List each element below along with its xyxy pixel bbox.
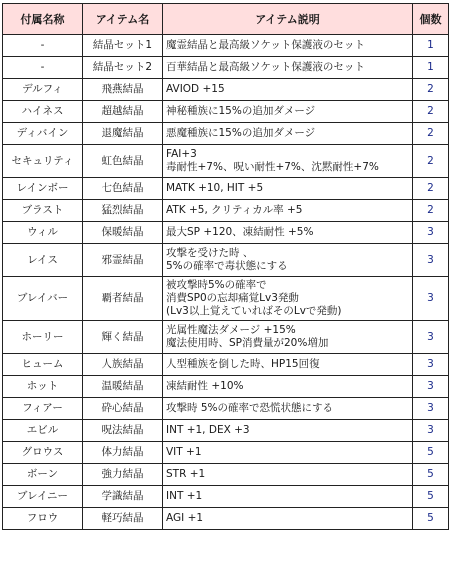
cell-suffix: デルフィ	[3, 79, 83, 101]
cell-item-description	[163, 508, 413, 530]
description-line: INT +1, DEX +3	[166, 424, 250, 436]
cell-item-name: 結晶セット1	[83, 35, 163, 57]
cell-suffix: ブレイニー	[3, 486, 83, 508]
cell-count: 2	[413, 200, 449, 222]
cell-item-description	[163, 123, 413, 145]
table-row	[3, 145, 449, 178]
cell-item-description	[163, 277, 413, 321]
cell-item-name: 猛烈結晶	[83, 200, 163, 222]
cell-item-name: 軽巧結晶	[83, 508, 163, 530]
cell-count: 3	[413, 244, 449, 277]
description-line: 光属性魔法ダメージ +15%	[166, 324, 296, 336]
cell-count: 3	[413, 376, 449, 398]
cell-count: 5	[413, 442, 449, 464]
description-line: 最大SP +120、凍結耐性 +5%	[166, 226, 314, 238]
cell-item-name: 虹色結晶	[83, 145, 163, 178]
description-line: 攻撃時 5%の確率で恐慌状態にする	[166, 402, 333, 414]
description-line: MATK +10, HIT +5	[166, 182, 264, 194]
description-line: 攻撃を受けた時 、	[166, 247, 254, 259]
cell-suffix: ホット	[3, 376, 83, 398]
cell-suffix: ブレイバー	[3, 277, 83, 321]
cell-item-description	[163, 321, 413, 354]
cell-item-name: 飛燕結晶	[83, 79, 163, 101]
cell-item-description	[163, 398, 413, 420]
description-line: STR +1	[166, 468, 206, 480]
cell-count: 3	[413, 354, 449, 376]
cell-suffix: ディバイン	[3, 123, 83, 145]
cell-suffix: グロウス	[3, 442, 83, 464]
table-row	[3, 57, 449, 79]
cell-item-description	[163, 57, 413, 79]
table-row	[3, 321, 449, 354]
cell-item-name: 呪法結晶	[83, 420, 163, 442]
cell-item-description	[163, 101, 413, 123]
cell-item-name: 温暖結晶	[83, 376, 163, 398]
cell-suffix: ホーリー	[3, 321, 83, 354]
description-line: 悪魔種族に15%の追加ダメージ	[166, 127, 316, 139]
cell-item-name: 七色結晶	[83, 178, 163, 200]
cell-item-name: 学識結晶	[83, 486, 163, 508]
cell-count: 3	[413, 321, 449, 354]
description-line: 被攻撃時5%の確率で	[166, 279, 267, 291]
table-row	[3, 442, 449, 464]
description-line: 凍結耐性 +10%	[166, 380, 244, 392]
cell-count: 2	[413, 101, 449, 123]
table-row	[3, 35, 449, 57]
description-line: AGI +1	[166, 512, 204, 524]
cell-suffix: セキュリティ	[3, 145, 83, 178]
cell-item-name: 退魔結晶	[83, 123, 163, 145]
header-suffix: 付属名称	[3, 4, 83, 35]
table-row	[3, 277, 449, 321]
cell-item-description	[163, 442, 413, 464]
cell-item-description	[163, 464, 413, 486]
description-line: (Lv3以上覚えていればそのLvで発動)	[166, 305, 342, 317]
description-line: 神秘種族に15%の追加ダメージ	[166, 105, 316, 117]
cell-item-description	[163, 486, 413, 508]
cell-count: 3	[413, 222, 449, 244]
cell-count: 1	[413, 35, 449, 57]
cell-suffix: -	[3, 35, 83, 57]
table-body	[3, 35, 449, 530]
cell-item-name: 保暖結晶	[83, 222, 163, 244]
cell-item-name: 砕心結晶	[83, 398, 163, 420]
cell-item-name: 体力結晶	[83, 442, 163, 464]
header-item-name: アイテム名	[83, 4, 163, 35]
cell-count: 2	[413, 79, 449, 101]
cell-item-name: 邪霊結晶	[83, 244, 163, 277]
table-row	[3, 464, 449, 486]
item-table-container	[2, 3, 449, 530]
cell-count: 5	[413, 508, 449, 530]
table-row	[3, 420, 449, 442]
cell-item-name: 輝く結晶	[83, 321, 163, 354]
cell-item-description	[163, 420, 413, 442]
cell-suffix: ウィル	[3, 222, 83, 244]
cell-item-description	[163, 354, 413, 376]
cell-suffix: -	[3, 57, 83, 79]
cell-suffix: ブラスト	[3, 200, 83, 222]
table-row	[3, 354, 449, 376]
cell-item-name: 覇者結晶	[83, 277, 163, 321]
cell-count: 5	[413, 486, 449, 508]
cell-count: 2	[413, 178, 449, 200]
table-row	[3, 222, 449, 244]
cell-item-name: 強力結晶	[83, 464, 163, 486]
cell-count: 5	[413, 464, 449, 486]
table-header-row	[3, 4, 449, 35]
description-line: 人型種族を倒した時、HP15回復	[166, 358, 320, 370]
cell-item-description	[163, 222, 413, 244]
cell-item-description	[163, 244, 413, 277]
description-line: FAI+3	[166, 148, 197, 160]
cell-suffix: レインボー	[3, 178, 83, 200]
description-line: AVIOD +15	[166, 83, 225, 95]
cell-suffix: ヒューム	[3, 354, 83, 376]
description-line: VIT +1	[166, 446, 202, 458]
table-row	[3, 486, 449, 508]
cell-count: 1	[413, 57, 449, 79]
table-row	[3, 200, 449, 222]
cell-suffix: ハイネス	[3, 101, 83, 123]
cell-item-name: 結晶セット2	[83, 57, 163, 79]
table-row	[3, 101, 449, 123]
description-line: 5%の確率で毒状態にする	[166, 260, 288, 272]
cell-item-description	[163, 376, 413, 398]
cell-item-name: 超越結晶	[83, 101, 163, 123]
description-line: 百華結晶と最高級ソケット保護液のセット	[166, 61, 365, 73]
cell-suffix: ボーン	[3, 464, 83, 486]
table-row	[3, 178, 449, 200]
cell-suffix: フロウ	[3, 508, 83, 530]
header-count: 個数	[413, 4, 449, 35]
table-row	[3, 244, 449, 277]
header-item-description: アイテム説明	[163, 4, 413, 35]
description-line: 消費SP0の忘却痛覚Lv3発動	[166, 292, 299, 304]
cell-suffix: フィアー	[3, 398, 83, 420]
cell-item-description	[163, 145, 413, 178]
description-line: 毒耐性+7%、呪い耐性+7%、沈黙耐性+7%	[166, 161, 379, 173]
description-line: INT +1	[166, 490, 203, 502]
description-line: 魔霊結晶と最高級ソケット保護液のセット	[166, 39, 365, 51]
cell-count: 2	[413, 145, 449, 178]
cell-item-description	[163, 79, 413, 101]
cell-count: 2	[413, 123, 449, 145]
item-table	[2, 3, 449, 530]
table-row	[3, 79, 449, 101]
cell-count: 3	[413, 398, 449, 420]
table-row	[3, 123, 449, 145]
description-line: ATK +5, クリティカル率 +5	[166, 204, 303, 216]
cell-item-description	[163, 178, 413, 200]
table-row	[3, 376, 449, 398]
cell-count: 3	[413, 277, 449, 321]
cell-count: 3	[413, 420, 449, 442]
cell-item-name: 人族結晶	[83, 354, 163, 376]
cell-item-description	[163, 35, 413, 57]
cell-suffix: エビル	[3, 420, 83, 442]
cell-suffix: レイス	[3, 244, 83, 277]
table-row	[3, 398, 449, 420]
cell-item-description	[163, 200, 413, 222]
description-line: 魔法使用時、SP消費量が20%増加	[166, 337, 329, 349]
table-row	[3, 508, 449, 530]
